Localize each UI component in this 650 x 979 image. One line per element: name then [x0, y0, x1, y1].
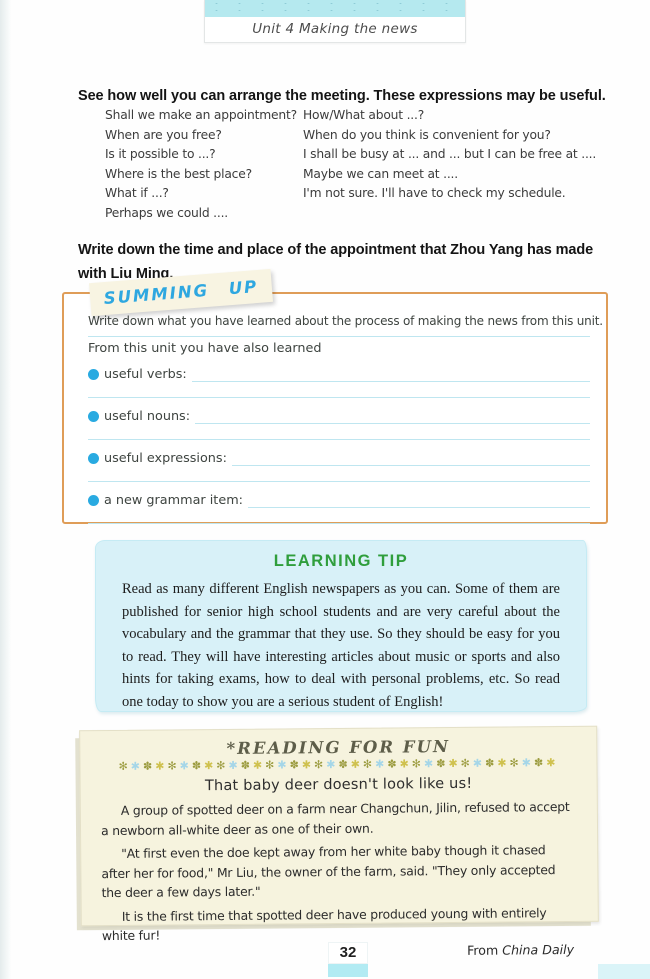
learning-tip-box — [95, 540, 587, 712]
expression-item: I'm not sure. I'll have to check my schedule. — [303, 186, 566, 200]
water-texture-band — [205, 0, 465, 17]
learning-tip-body: Read as many different English newspapers as you can. Some of them are published for senior high school students and are very careful about the vocabulary and the grammar that they use. So they should be easy for you to read. They will have interesting articles about music or sports and also hints for taking exams, how to deal with personal problems, etc. So read one today to show you are a serious student of English! — [122, 581, 560, 710]
expression-item: When are you free? — [105, 127, 222, 142]
meeting-section-heading: See how well you can arrange the meeting. These expressions may be useful. — [78, 88, 606, 104]
flower-border-decoration: ✻✱✽✱✻✱✽✱✻✱✽✱✻✱✽✱✻✱✽✱✻✱✽✱✻✱✽✱✻✱✽✱✻✱✽✱ — [118, 757, 559, 773]
expressions-right-column — [303, 106, 596, 204]
bullet-dot-icon — [88, 369, 99, 380]
page-number-block — [328, 942, 368, 977]
deer-story-paragraph: It is the first time that spotted deer have produced young with entirely white fur! — [101, 904, 547, 944]
bullet-dot-icon — [88, 411, 99, 422]
appointment-instruction: Write down the time and place of the appointment that Zhou Yang has made with Liu Ming. — [78, 242, 594, 282]
expression-item: Maybe we can meet at .... — [303, 166, 458, 181]
writing-line — [232, 453, 590, 466]
deer-story-headline: That baby deer doesn't look like us! — [204, 775, 473, 795]
writing-line — [192, 369, 590, 382]
page-header — [204, 0, 466, 43]
bullet-dot-icon — [88, 495, 99, 506]
summing-up-label: SUMMING UP — [103, 276, 259, 309]
writing-line — [248, 495, 590, 508]
expression-item: How/What about ...? — [303, 108, 425, 122]
summing-item-label: useful verbs: — [104, 367, 187, 382]
expressions-left-column — [105, 106, 297, 223]
bullet-dot-icon — [88, 453, 99, 464]
summing-item-useful-expressions — [88, 450, 590, 466]
writing-line — [88, 397, 590, 398]
writing-line — [88, 523, 590, 524]
page-binding-edge — [0, 0, 12, 979]
page-number-band — [328, 964, 368, 977]
expression-item: I shall be busy at ... and ... but I can be free at .... — [303, 147, 597, 161]
summing-item-label: a new grammar item: — [104, 493, 243, 508]
page-number: 32 — [328, 942, 368, 964]
learning-tip-title: LEARNING TIP — [273, 552, 409, 570]
expression-item: What if ...? — [105, 186, 169, 200]
deer-story-paragraph: A group of spotted deer on a farm near Changchun, Jilin, refused to accept a newborn all-white deer as one of their own. — [100, 798, 570, 838]
attribution-prefix: From — [466, 942, 503, 958]
unit-title: Unit 4 Making the news — [252, 21, 418, 37]
summing-up-subheading: From this unit you have also learned — [88, 341, 322, 356]
summing-item-label: useful nouns: — [104, 409, 191, 424]
writing-line — [88, 481, 590, 482]
summing-up-content — [64, 294, 606, 524]
expression-item: Perhaps we could .... — [105, 205, 229, 220]
summing-item-useful-nouns — [88, 408, 590, 424]
expression-item: Where is the best place? — [105, 166, 252, 181]
expression-item: Is it possible to ...? — [105, 147, 216, 161]
summing-up-box — [62, 276, 608, 524]
expression-item: When do you think is convenient for you? — [303, 127, 551, 142]
writing-line — [195, 411, 590, 424]
attribution-source: China Daily — [502, 941, 575, 958]
summing-item-useful-verbs — [88, 366, 590, 382]
corner-accent-band — [598, 964, 650, 979]
reading-for-fun-title: *READING FOR FUN — [226, 737, 451, 758]
writing-line — [88, 439, 590, 440]
deer-story-paragraph: "At first even the doe kept away from her white baby though it chased after her for food," Mr Liu, the owner of the farm, said. "They only accepted the deer a few days later." — [101, 842, 556, 901]
summing-item-label: useful expressions: — [104, 451, 227, 466]
writing-line — [88, 336, 590, 337]
expression-item: Shall we make an appointment? — [105, 108, 297, 122]
summing-item-new-grammar — [88, 492, 590, 508]
summing-up-intro: Write down what you have learned about the process of making the news from this unit. — [88, 314, 603, 328]
